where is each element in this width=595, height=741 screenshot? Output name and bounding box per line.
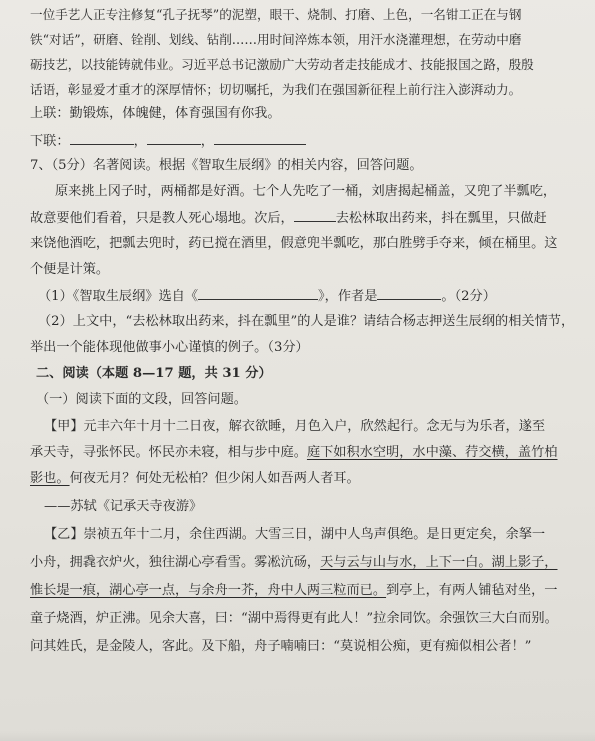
underlined-phrase: 惟长堤一痕，湖心亭一点，与余舟一芥，舟中人两三粒而已。 [30, 583, 387, 598]
answer-blank[interactable] [214, 132, 306, 145]
passage-jia-line: 承天寺，寻张怀民。怀民亦未寝，相与步中庭。庭下如积水空明，水中藻、荇交横，盖竹柏 [30, 445, 558, 460]
source-attribution: ——苏轼《记承天寺夜游》 [44, 499, 203, 514]
answer-blank[interactable] [294, 209, 336, 222]
underlined-phrase: 庭下如积水空明，水中藻、荇交横，盖竹柏 [306, 445, 558, 460]
passage-yi-line: 惟长堤一痕，湖心亭一点，与余舟一芥，舟中人两三粒而已。到亭上，有两人铺毡对坐，一 [30, 583, 558, 598]
passage-line: 铁“对话”，研磨、铨削、划线、钻削……用时间淬炼本领，用汗水浇灌理想，在劳动中磨 [30, 32, 522, 47]
section-2-title: 二、阅读（本题 8—17 题，共 31 分） [36, 366, 272, 381]
question-7-heading: 7、（5分）名著阅读。根据《智取生辰纲》的相关内容，回答问题。 [30, 158, 423, 173]
answer-blank[interactable] [147, 132, 201, 145]
couplet-lower-label: 下联： [30, 134, 70, 149]
answer-blank[interactable] [198, 287, 318, 300]
passage-jia-line: 【甲】元丰六年十月十二日夜，解衣欲睡，月色入户，欣然起行。念无与为乐者，遂至 [44, 419, 546, 434]
passage-yi-line: 童子烧酒，炉正沸。见余大喜，曰：“湖中焉得更有此人！”拉余同饮。余强饮三大白而别。 [30, 611, 558, 626]
passage-line: 个便是计策。 [30, 262, 110, 277]
answer-blank[interactable] [70, 132, 134, 145]
passage-yi-line: 问其姓氏，是金陵人，客此。及下船，舟子喃喃曰：“莫说相公痴，更有痴似相公者！” [30, 639, 532, 654]
couplet-upper: 上联：勤锻炼，体魄健，体育强国有你我。 [30, 106, 281, 121]
underlined-phrase: 影也。 [30, 471, 70, 486]
couplet-lower: 下联： ， ， [30, 132, 306, 151]
passage-jia-line: 影也。何夜无月？何处无松柏？但少闲人如吾两人者耳。 [30, 471, 360, 486]
question-7-1: （1）《智取生辰纲》选自《 》，作者是 。（2分） [38, 289, 496, 304]
answer-blank[interactable] [377, 287, 441, 300]
passage-line: 话语，彰显爱才重才的深厚情怀；切切嘱托，为我们在强国新征程上前行注入澎湃动力。 [30, 82, 522, 97]
passage-line: 故意要他们看着，只是教人死心塌地。次后， 去松林取出药来，抖在瓢里，只做赶 [30, 211, 547, 226]
passage-line: 原来挑上冈子时，两桶都是好酒。七个人先吃了一桶，刘唐揭起桶盖，又兜了半瓢吃， [55, 184, 557, 199]
passage-line: 一位手艺人正专注修复“孔子抚琴”的泥塑，眼干、烧制、打磨、上色，一名钳工正在与钢 [30, 7, 522, 22]
underlined-phrase: 天与云与山与水，上下一白。湖上影子， [320, 555, 558, 570]
question-7-2: （2）上文中，“去松林取出药来，抖在瓢里”的人是谁？请结合杨志押送生辰纲的相关情节， [38, 314, 575, 329]
subsection-title: （一）阅读下面的文段，回答问题。 [36, 392, 247, 407]
passage-yi-line: 小舟，拥毳衣炉火，独往湖心亭看雪。雾凇沆砀，天与云与山与水，上下一白。湖上影子， [30, 555, 558, 570]
passage-line: 砺技艺，以技能铸就伟业。习近平总书记激励广大劳动者走技能成才、技能报国之路，殷殷 [30, 57, 534, 72]
passage-line: 来饶他酒吃，把瓢去兜时，药已搅在酒里，假意兜半瓢吃，那白胜劈手夺来，倾在桶里。这 [30, 236, 558, 251]
page-shadow [0, 731, 595, 741]
question-7-2-cont: 举出一个能体现他做事小心谨慎的例子。（3分） [30, 340, 309, 355]
passage-yi-line: 【乙】崇祯五年十二月，余住西湖。大雪三日，湖中人鸟声俱绝。是日更定矣，余拏一 [44, 527, 546, 542]
